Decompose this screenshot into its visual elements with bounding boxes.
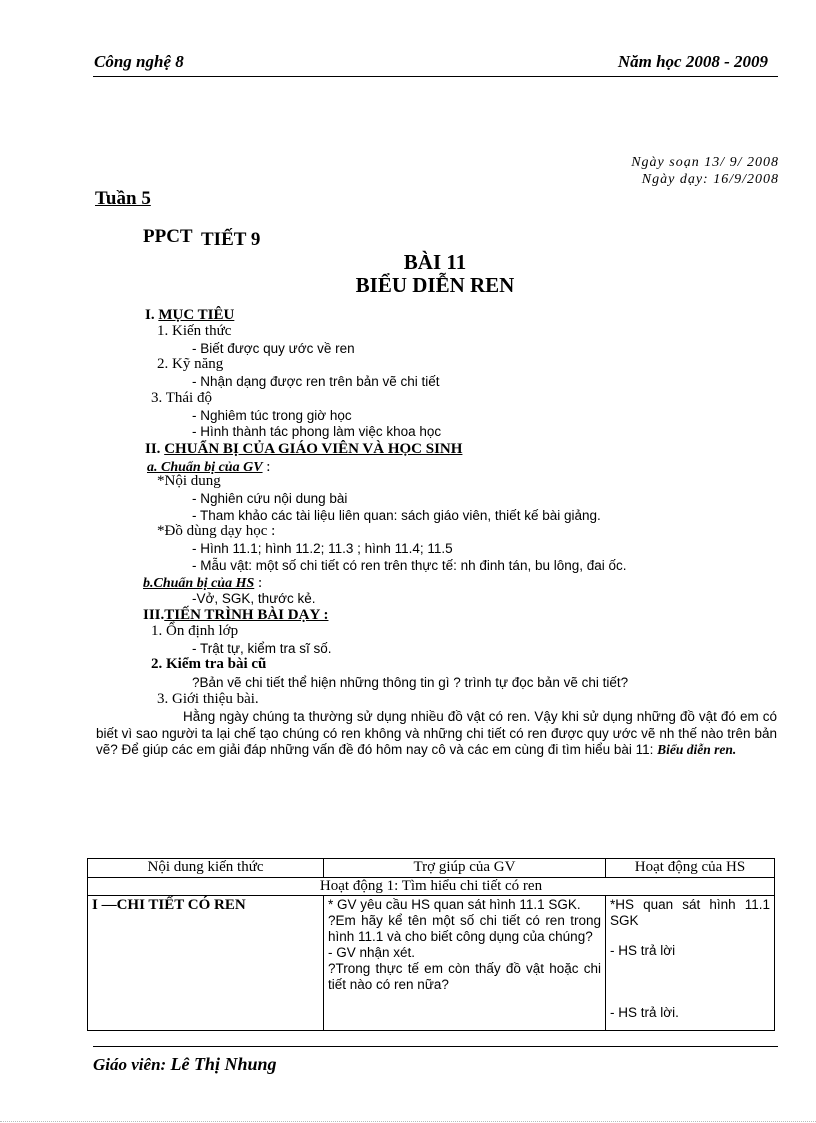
section-2-b-item: -Vở, SGK, thước kẻ. xyxy=(192,591,316,606)
table-cell-hs xyxy=(606,896,775,1031)
section-2-heading xyxy=(145,441,462,458)
footer-rule xyxy=(93,1046,778,1047)
section-2-a-label: a. Chuẩn bị của GV xyxy=(147,460,263,475)
section-2-b-suffix: : xyxy=(254,575,263,591)
hs-step-3: - HS trả lời. xyxy=(610,1005,679,1020)
header-rule xyxy=(93,76,778,77)
section-1-heading xyxy=(145,307,234,324)
week-label: Tuần 5 xyxy=(95,188,151,209)
content-heading: I —CHI TIẾT CÓ REN xyxy=(92,897,246,913)
intro-paragraph xyxy=(96,709,777,759)
section-2-a-suffix: : xyxy=(262,459,271,475)
section-2-tools-item-1: - Hình 11.1; hình 11.2; 11.3 ; hình 11.4; 11.5 xyxy=(192,541,453,556)
intro-bold: Biểu diễn ren. xyxy=(657,742,737,757)
table-header-row xyxy=(88,859,775,878)
hs-step-1: *HS quan sát hình 11.1 SGK xyxy=(610,897,770,928)
table-cell-gv xyxy=(324,896,606,1031)
date-prepared: Ngày soạn 13/ 9/ 2008 xyxy=(631,155,779,170)
table-row xyxy=(88,896,775,1031)
lesson-title: BIỂU DIỄN REN xyxy=(355,273,515,297)
section-1-sub-3-item-1: - Nghiêm túc trong giờ học xyxy=(192,408,352,423)
section-1-sub-1-item: - Biết được quy ước về ren xyxy=(192,341,355,356)
table-cell-content xyxy=(88,896,324,1031)
gv-step-3: - GV nhận xét. xyxy=(328,945,416,960)
section-2-tools-item-2: - Mẫu vật: một số chi tiết có ren trên thực tế: nh đinh tán, bu lông, đai ốc. xyxy=(192,558,627,573)
table-header-gv: Trợ giúp của GV xyxy=(324,859,606,878)
gv-step-1: * GV yêu cầu HS quan sát hình 11.1 SGK. xyxy=(328,897,581,912)
activity-table xyxy=(87,858,775,1031)
page-bottom-divider xyxy=(0,1121,816,1122)
section-2-content-label: *Nội dung xyxy=(157,473,221,489)
footer-label: Giáo viên xyxy=(93,1055,161,1074)
footer-colon: : xyxy=(160,1055,171,1074)
table-header-hs: Hoạt động của HS xyxy=(606,859,775,878)
section-3-number: III. xyxy=(143,607,165,623)
gv-step-2: ?Em hãy kể tên một số chi tiết có ren trong hình 11.1 và cho biết công dụng của chúng? xyxy=(328,913,601,944)
section-3-sub-3: 3. Giới thiệu bài. xyxy=(157,691,259,707)
section-3-sub-2: 2. Kiểm tra bài cũ xyxy=(151,656,267,672)
section-2-content-item-2: - Tham khảo các tài liệu liên quan: sách giáo viên, thiết kế bài giảng. xyxy=(192,508,601,523)
section-3-sub-1: 1. Ổn định lớp xyxy=(151,623,239,639)
date-taught: Ngày dạy: 16/9/2008 xyxy=(641,172,779,187)
ppct-label: PPCT xyxy=(143,226,193,247)
section-3-sub-1-item: - Trật tự, kiểm tra sĩ số. xyxy=(192,641,332,656)
section-1-sub-1: 1. Kiến thức xyxy=(157,323,232,339)
section-1-sub-2: 2. Kỹ năng xyxy=(157,356,224,372)
section-3-sub-2-item: ?Bản vẽ chi tiết thể hiện những thông tin gì ? trình tự đọc bản vẽ chi tiết? xyxy=(192,675,629,690)
header-school-year: Năm học 2008 - 2009 xyxy=(617,52,768,71)
gv-step-4: ?Trong thực tế em còn thấy đồ vật hoặc chi tiết nào có ren nữa? xyxy=(328,961,601,992)
section-1-sub-2-item: - Nhận dạng được ren trên bản vẽ chi tiết xyxy=(192,374,440,389)
footer-name: Lê Thị Nhung xyxy=(170,1054,277,1074)
section-3-heading xyxy=(143,607,328,624)
period-label: TIẾT 9 xyxy=(201,229,261,250)
footer-teacher xyxy=(93,1054,276,1075)
header-subject: Công nghệ 8 xyxy=(94,52,184,71)
section-2-content-item-1: - Nghiên cứu nội dung bài xyxy=(192,491,348,506)
section-1-sub-3-item-2: - Hình thành tác phong làm việc khoa học xyxy=(192,424,442,439)
section-1-title: MỤC TIÊU xyxy=(158,307,235,323)
hs-step-2: - HS trả lời xyxy=(610,943,676,958)
section-2-title: CHUẨN BỊ CỦA GIÁO VIÊN VÀ HỌC SINH xyxy=(164,441,463,457)
section-2-tools-label: *Đồ dùng dạy học : xyxy=(157,523,276,539)
lesson-number: BÀI 11 xyxy=(403,250,467,274)
table-activity-row xyxy=(88,878,775,896)
section-2-number: II. xyxy=(145,441,161,457)
section-3-title: TIẾN TRÌNH BÀI DẠY : xyxy=(164,607,329,623)
section-2-b-label: b.Chuẩn bị của HS xyxy=(143,576,255,591)
table-activity-title: Hoạt động 1: Tìm hiểu chi tiết có ren xyxy=(88,878,775,896)
section-1-sub-3: 3. Thái độ xyxy=(151,390,212,406)
intro-text: Hằng ngày chúng ta thường sử dụng nhiều đồ vật có ren. Vậy khi sử dụng những đồ vật đó em có biết vì sao người ta lại chế tạo chúng có ren không và những chi tiết có ren được quy ước vẽ nh thế nào trên bản vẽ? Để giúp các em giải đáp những vấn đề đó hôm nay cô và các em cùng đi tìm hiểu bài 11: xyxy=(96,709,777,757)
section-1-number: I. xyxy=(145,307,155,323)
table-header-content: Nội dung kiến thức xyxy=(88,859,324,878)
section-2-b xyxy=(143,574,262,592)
